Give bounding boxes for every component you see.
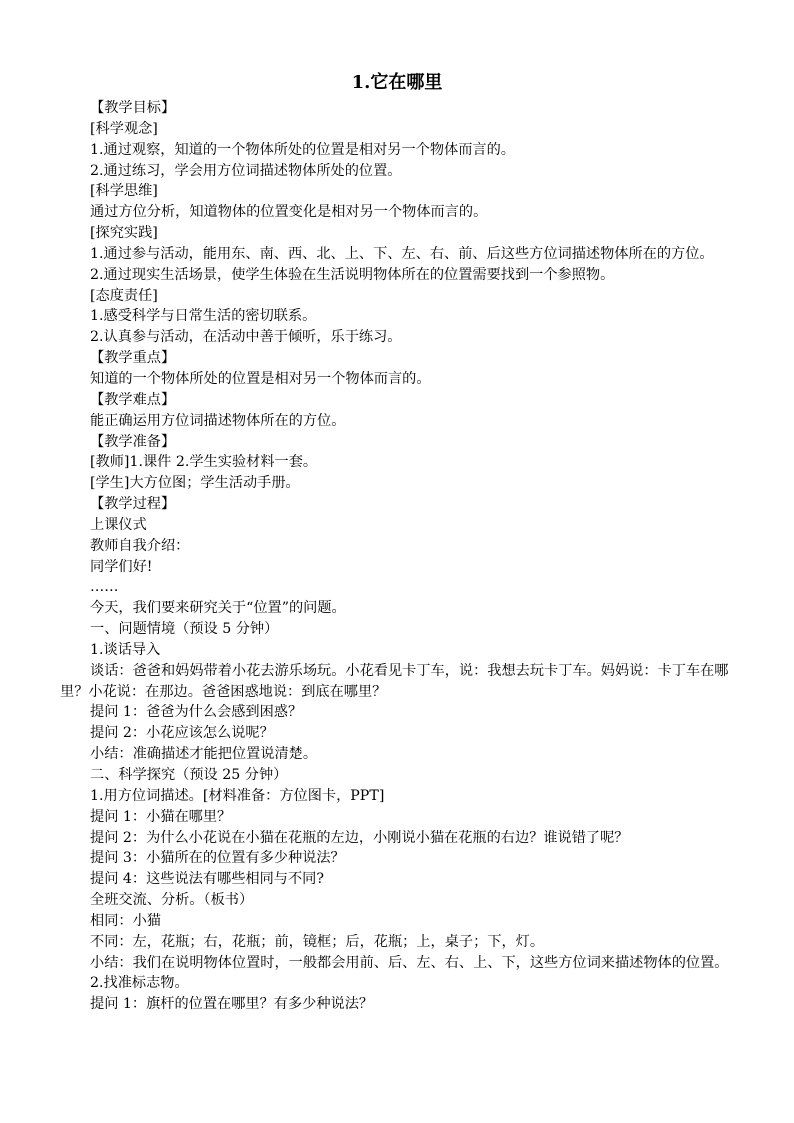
paragraph-line: 【教学重点】 [90,350,176,367]
paragraph-line: 1.通过观察，知道的一个物体所处的位置是相对另一个物体而言的。 [90,141,515,158]
page-title: 1.它在哪里 [351,72,443,93]
paragraph-line: 【教学目标】 [90,100,176,116]
paragraph-line: 1.感受科学与日常生活的密切联系。 [90,308,317,325]
paragraph-line: 2.通过现实生活场景，使学生体验在生活说明物体所在的位置需要找到一个参照物。 [90,266,615,283]
paragraph-line: 1.谈话导入 [90,641,161,658]
paragraph-line: [态度责任] [90,287,158,304]
paragraph-line: 2.找准标志物。 [90,975,189,992]
paragraph-line: 小结：我们在说明物体位置时，一般都会用前、后、左、右、上、下，这些方位词来描述物体的位置。 [90,954,729,971]
paragraph-line: [探究实践] [90,225,158,242]
paragraph-line: 提问 3：小猫所在的位置有多少种说法？ [90,850,345,867]
paragraph-line: [教师]1.课件 2.学生实验材料一套。 [90,454,318,471]
document-body [60,98,734,1015]
paragraph-line: 【教学难点】 [90,391,176,408]
paragraph-line: 提问 1：小猫在哪里？ [90,808,232,825]
paragraph-line: 不同：左，花瓶；右，花瓶；前，镜框；后，花瓶；上，桌子；下，灯。 [90,933,545,950]
paragraph-line: 提问 4：这些说法有哪些相同与不同? [90,871,324,888]
paragraph-line: [科学思维] [90,183,158,200]
paragraph-line: 【教学准备】 [90,433,176,450]
paragraph-line: 提问 1：旗杆的位置在哪里？有多少种说法？ [90,996,374,1013]
paragraph-line: 提问 2：为什么小花说在小猫在花瓶的左边，小刚说小猫在花瓶的右边？谁说错了呢？ [90,829,629,846]
paragraph-line: 知道的一个物体所处的位置是相对另一个物体而言的。 [90,370,431,387]
paragraph-line: …… [90,579,119,596]
paragraph-line: 一、问题情境（预设 5 分钟） [90,621,279,638]
paragraph-line: 【教学过程】 [90,496,176,513]
paragraph-line: 全班交流、分析。（板书） [90,892,254,909]
paragraph-line: 相同：小猫 [90,912,161,929]
paragraph-line: 今天，我们要来研究关于“位置”的问题。 [90,600,346,617]
paragraph-line: 2.通过练习，学会用方位词描述物体所处的位置。 [90,162,402,179]
paragraph-line: 教师自我介绍： [90,537,190,554]
paragraph-line: 1.用方位词描述。[材料准备：方位图卡，PPT] [90,787,385,804]
paragraph-line: 谈话：爸爸和妈妈带着小花去游乐场玩。小花看见卡丁车，说：我想去玩卡丁车。妈妈说：卡丁车在哪里？小花说：在那边。爸爸困惑地说：到底在哪里？ [60,662,729,700]
paragraph-line: 上课仪式 [90,516,147,533]
paragraph-line: 同学们好! [90,558,153,575]
paragraph-line: [科学观念] [90,120,158,137]
paragraph-line: 提问 2：小花应该怎么说呢？ [90,725,274,742]
paragraph-line: 1.通过参与活动，能用东、南、西、北、上、下、左、右、前、后这些方位词描述物体所在的方位。 [90,245,714,262]
paragraph-line: 2.认真参与活动，在活动中善于倾听，乐于练习。 [90,329,402,346]
paragraph-line: 小结：准确描述才能把位置说清楚。 [90,746,318,763]
paragraph-line: 二、科学探究（预设 25 分钟） [90,767,288,783]
paragraph-line: 提问 1：爸爸为什么会感到困惑？ [90,704,303,721]
paragraph-line: [学生]大方位图；学生活动手册。 [90,475,300,492]
paragraph-line: 通过方位分析，知道物体的位置变化是相对另一个物体而言的。 [90,204,488,221]
paragraph-line: 能正确运用方位词描述物体所在的方位。 [90,412,346,429]
